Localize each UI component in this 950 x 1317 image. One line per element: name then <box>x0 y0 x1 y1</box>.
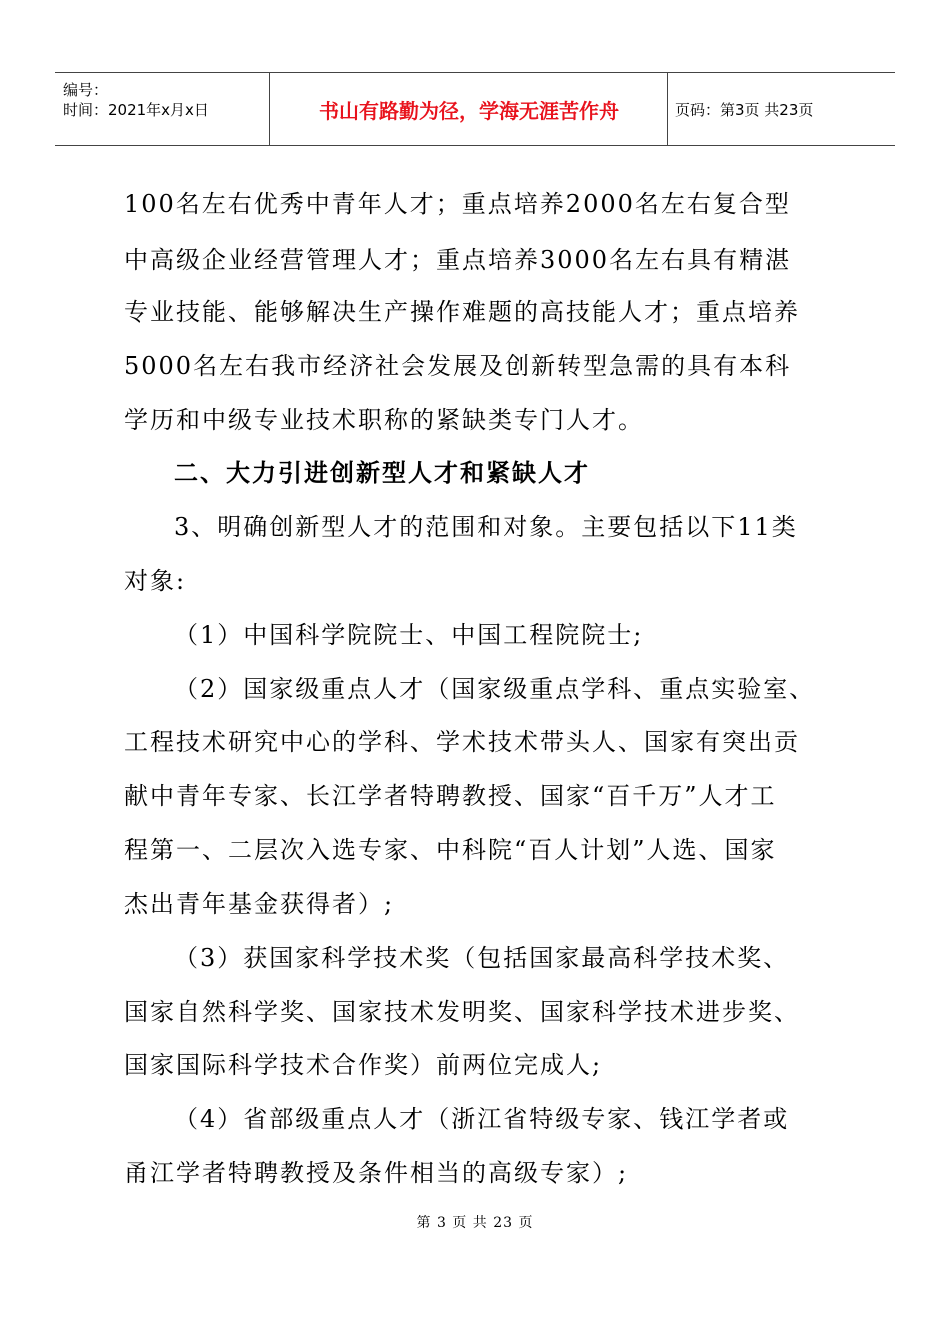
motto: 书山有路勤为径，学海无涯苦作舟 <box>319 99 619 123</box>
body-line: （3）获国家科学技术奖（包括国家最高科学技术奖、 <box>174 944 790 972</box>
section-heading: 二、大力引进创新型人才和紧缺人才 <box>174 459 590 487</box>
header-page-number: 页码：第3页 共23页 <box>675 101 814 119</box>
body-line: （1）中国科学院院士、中国工程院院士; <box>174 621 644 649</box>
body-line: 程第一、二层次入选专家、中科院“百人计划”人选、国家 <box>124 836 777 864</box>
number-label: 编号： <box>63 81 109 99</box>
body-line: 100名左右优秀中青年人才；重点培养2000名左右复合型 <box>124 190 791 218</box>
body-line: （4）省部级重点人才（浙江省特级专家、钱江学者或 <box>174 1105 790 1133</box>
body-line: 对象: <box>124 567 187 595</box>
body-line: 3、明确创新型人才的范围和对象。主要包括以下11类 <box>174 513 798 541</box>
body-line: 工程技术研究中心的学科、学术技术带头人、国家有突出贡 <box>124 728 800 756</box>
body-line: 国家自然科学奖、国家技术发明奖、国家科学技术进步奖、 <box>124 998 800 1026</box>
body-line: 杰出青年基金获得者）; <box>124 890 395 918</box>
body-line: （2）国家级重点人才（国家级重点学科、重点实验室、 <box>174 675 816 703</box>
header-divider <box>269 73 270 145</box>
body-line: 甬江学者特聘教授及条件相当的高级专家）; <box>124 1159 629 1187</box>
body-line: 中高级企业经营管理人才；重点培养3000名左右具有精湛 <box>124 246 792 274</box>
header-divider <box>667 73 668 145</box>
body-line: 学历和中级专业技术职称的紧缺类专门人才。 <box>124 406 644 434</box>
document-header <box>55 72 895 146</box>
body-line: 5000名左右我市经济社会发展及创新转型急需的具有本科 <box>124 352 792 380</box>
footer-page-number: 第 3 页 共 23 页 <box>416 1215 534 1231</box>
body-line: 国家国际科学技术合作奖）前两位完成人; <box>124 1051 603 1079</box>
body-line: 专业技能、能够解决生产操作难题的高技能人才；重点培养 <box>124 298 800 326</box>
time-label: 时间：2021年x月x日 <box>63 101 209 119</box>
body-line: 献中青年专家、长江学者特聘教授、国家“百千万”人才工 <box>124 782 777 810</box>
